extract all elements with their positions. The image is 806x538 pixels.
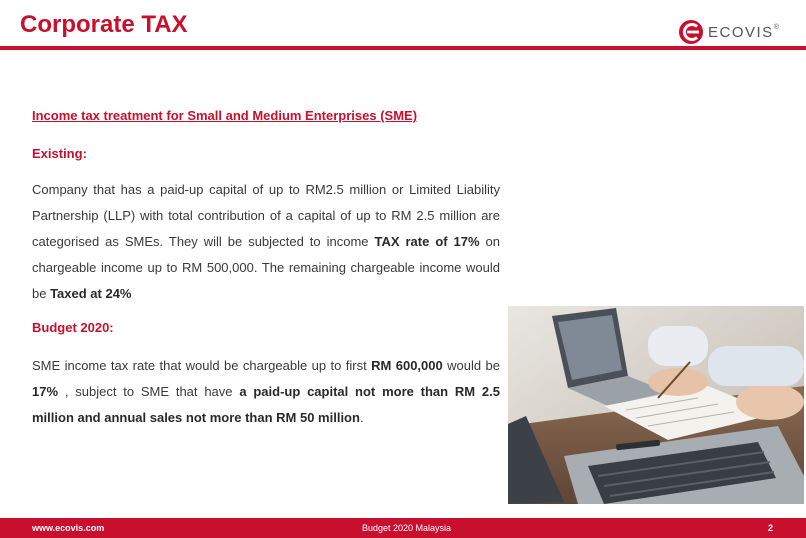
footer-bar: [0, 518, 806, 538]
photo-illustration: [508, 306, 804, 504]
footer-title: Budget 2020 Malaysia: [362, 523, 452, 533]
page-title: Corporate TAX: [20, 11, 188, 38]
existing-label: Existing:: [32, 146, 87, 161]
existing-paragraph: Company that has a paid-up capital of up to RM2.5 million or Limited Liability Partnership (LLP) with total contribution of a capital of up to RM 2.5 million are categorised as SMEs. They will be subjected to income TAX rate of 17% on chargeable income up to RM 500,000. The remaining chargeable income would be Taxed at 24%: [32, 182, 501, 301]
header-divider: [0, 46, 806, 50]
budget-label: Budget 2020:: [32, 320, 114, 335]
ecovis-logo: [678, 19, 779, 45]
logo-text: ECOVIS®: [708, 23, 779, 41]
page-number: 2: [768, 523, 774, 533]
ecovis-logo-icon: [678, 19, 704, 45]
section-heading: Income tax treatment for Small and Medium Enterprises (SME): [32, 108, 418, 123]
budget-paragraph: SME income tax rate that would be chargeable up to first RM 600,000 would be 17% , subject to SME that have a paid-up capital not more than RM 2.5 million and annual sales not more than RM 50 million.: [32, 358, 501, 425]
laptop-desk-photo: [508, 306, 804, 504]
footer-url[interactable]: www.ecovis.com: [32, 523, 105, 533]
